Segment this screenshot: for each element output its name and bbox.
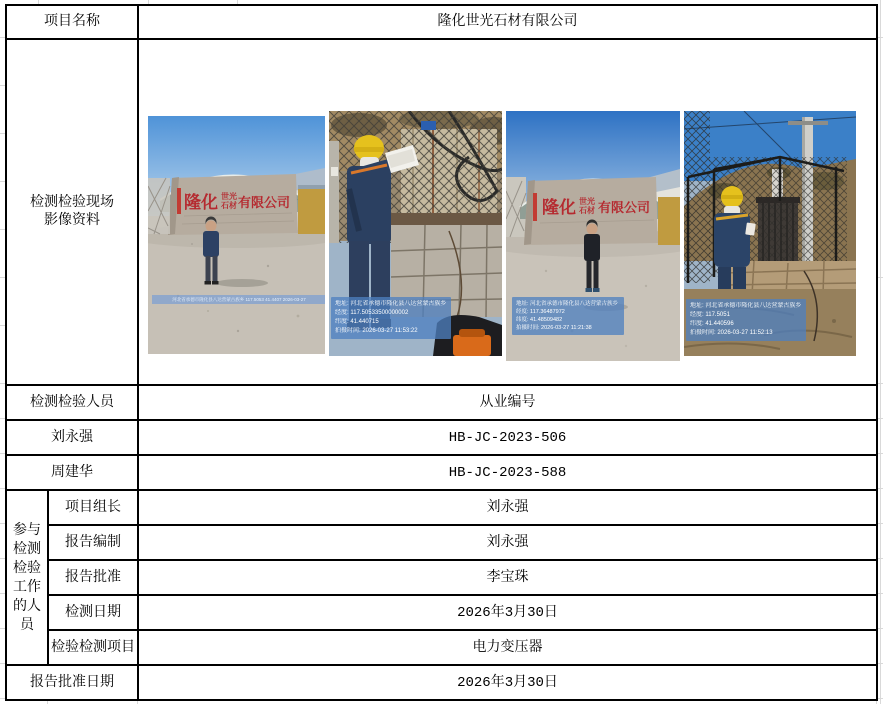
participants-group-label xyxy=(6,490,48,665)
personnel-name-1: 刘永强 xyxy=(6,420,138,455)
site-photo-caged-transformer xyxy=(684,111,856,356)
participant-value-1: 刘永强 xyxy=(138,490,877,525)
participant-label-4: 检测日期 xyxy=(48,595,138,630)
photo-watermark xyxy=(686,299,806,341)
watermark-address: 地址: 河北省承德市隆化县八达营蒙古族乡 xyxy=(516,301,619,307)
watermark-longitude: 经度: 117.50533500000002 xyxy=(335,310,409,316)
personnel-number-2: HB-JC-2023-588 xyxy=(138,455,877,490)
watermark-latitude: 纬度: 41.48509482 xyxy=(516,317,563,323)
table-row xyxy=(6,5,877,39)
site-photos-label-text: 检测检验现场影像资料 xyxy=(30,195,114,228)
watermark-latitude: 纬度: 41.440715 xyxy=(335,319,379,325)
watermark-timestamp: 拍摄时间: 2026-03-27 11:52:13 xyxy=(690,330,773,336)
table-row xyxy=(6,525,877,560)
participants-group-label-text: 参与检测检验工作的人员 xyxy=(13,522,41,633)
table-row xyxy=(6,560,877,595)
photo-watermark: 河北省承德市隆化县八达营蒙古族乡 117.5053 41.4407 2026-03-27 xyxy=(152,295,325,304)
project-name-label: 项目名称 xyxy=(6,5,138,39)
inspection-report-table xyxy=(5,4,878,701)
table-row xyxy=(6,385,877,420)
watermark-latitude: 纬度: 41.440596 xyxy=(690,321,734,327)
table-row xyxy=(6,665,877,700)
photo-strip xyxy=(139,63,876,361)
watermark-address: 地址: 河北省承德市隆化县八达营蒙古族乡 xyxy=(335,301,447,307)
table-row xyxy=(6,420,877,455)
site-photo-gate-2 xyxy=(506,111,680,361)
photo-illustration xyxy=(148,116,325,354)
approval-date-label: 报告批准日期 xyxy=(6,665,138,700)
personnel-label: 检测检验人员 xyxy=(6,385,138,420)
table-row xyxy=(6,455,877,490)
project-name-value: 隆化世光石材有限公司 xyxy=(138,5,877,39)
site-photos-cell xyxy=(138,39,877,385)
participant-label-1: 项目组长 xyxy=(48,490,138,525)
site-photo-gate-1 xyxy=(148,116,325,354)
svg-text:石材: 石材 xyxy=(579,206,595,215)
participant-value-5: 电力变压器 xyxy=(138,630,877,665)
svg-text:有限公司: 有限公司 xyxy=(238,195,291,210)
svg-text:隆化: 隆化 xyxy=(184,193,218,212)
watermark-address: 地址: 河北省承德市隆化县八达营蒙古族乡 xyxy=(690,303,802,309)
watermark-timestamp: 拍摄时间: 2026-03-27 11:53:22 xyxy=(335,328,418,334)
site-photos-label xyxy=(6,39,138,385)
personnel-header: 从业编号 xyxy=(138,385,877,420)
personnel-name-2: 周建华 xyxy=(6,455,138,490)
participant-label-5: 检验检测项目 xyxy=(48,630,138,665)
photo-watermark xyxy=(331,297,451,339)
table-row xyxy=(6,490,877,525)
participant-label-2: 报告编制 xyxy=(48,525,138,560)
participant-value-2: 刘永强 xyxy=(138,525,877,560)
watermark-longitude: 经度: 117.5051 xyxy=(690,312,730,318)
svg-text:世光: 世光 xyxy=(221,192,237,201)
photo-watermark xyxy=(512,297,624,335)
site-photo-transformer-inspection xyxy=(329,111,502,356)
svg-text:有限公司: 有限公司 xyxy=(598,200,651,215)
svg-text:石材: 石材 xyxy=(221,201,237,210)
table-row xyxy=(6,630,877,665)
svg-text:隆化: 隆化 xyxy=(542,198,576,217)
watermark-longitude: 经度: 117.36487972 xyxy=(516,309,565,315)
svg-text:世光: 世光 xyxy=(579,197,595,206)
participant-value-3: 李宝珠 xyxy=(138,560,877,595)
watermark-timestamp: 拍摄时间: 2026-03-27 11:21:38 xyxy=(516,325,592,331)
table-row xyxy=(6,595,877,630)
participant-value-4: 2026年3月30日 xyxy=(138,595,877,630)
personnel-number-1: HB-JC-2023-506 xyxy=(138,420,877,455)
approval-date-value: 2026年3月30日 xyxy=(138,665,877,700)
participant-label-3: 报告批准 xyxy=(48,560,138,595)
table-row xyxy=(6,39,877,385)
